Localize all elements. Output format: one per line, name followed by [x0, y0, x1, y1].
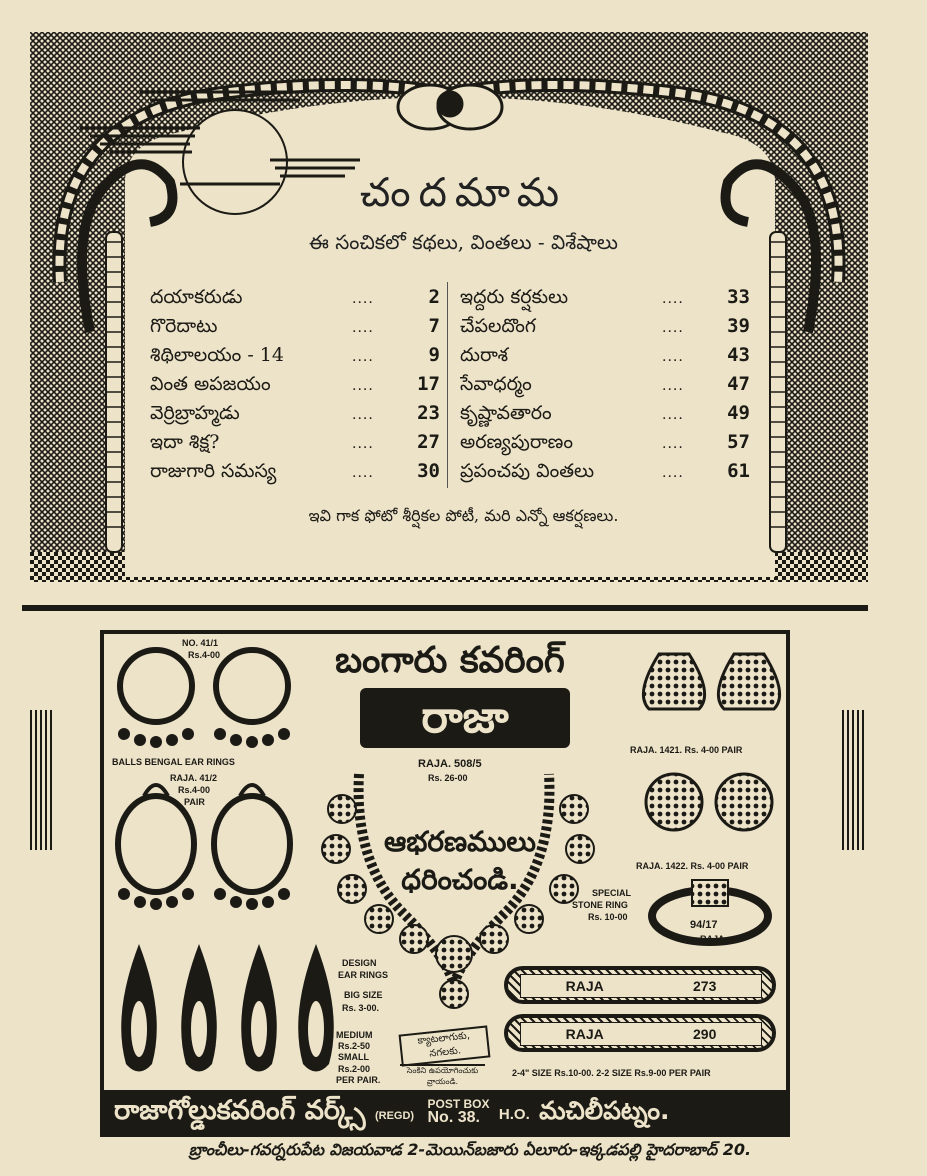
toc-page-number: 49 — [727, 402, 750, 424]
label-design-4: Rs. 3-00. — [342, 1003, 380, 1013]
toc-story-name: సేవాధర్మం — [460, 373, 532, 395]
label-design-1: DESIGN — [342, 958, 377, 968]
label-raja41-2-price: Rs.4-00 — [178, 785, 211, 795]
toc-story-name: ఇదా శిక్ష? — [150, 431, 220, 453]
toc-page-number: 61 — [727, 460, 750, 482]
toc-entry[interactable] — [460, 373, 750, 402]
label-small-price: Rs.2-00 — [338, 1064, 371, 1074]
toc-entry[interactable] — [460, 402, 750, 431]
label-no41-price: Rs.4-00 — [188, 650, 221, 660]
toc-leader-dots: .... — [352, 465, 374, 481]
ad-slogan — [340, 823, 580, 899]
label-raja508: RAJA. 508/5 — [418, 758, 482, 770]
toc-story-name: ప్రపంచపు వింతలు — [460, 460, 595, 482]
toc-entry[interactable] — [150, 344, 440, 373]
ad-slogan-line2: ధరించండి. — [401, 863, 519, 896]
toc-leader-dots: .... — [662, 436, 684, 452]
toc-story-name: ఇద్దరు కర్షకులు — [460, 286, 569, 308]
toc-entry[interactable] — [150, 286, 440, 315]
toc-story-name: కృష్ణావతారం — [460, 402, 552, 424]
company-name: రాజాగోల్డుకవరింగ్ వర్క్స్ — [114, 1095, 366, 1126]
toc-entry[interactable] — [150, 373, 440, 402]
label-raja1421: RAJA. 1421. Rs. 4-00 PAIR — [630, 745, 743, 755]
toc-page-number: 23 — [417, 402, 440, 424]
bangle-290-name: RAJA — [565, 1026, 604, 1042]
contents-left-column — [150, 286, 440, 489]
toc-leader-dots: .... — [662, 378, 684, 394]
toc-page-number: 47 — [727, 373, 750, 395]
toc-entry[interactable] — [150, 431, 440, 460]
ad-footer-banner-text — [114, 1091, 670, 1136]
toc-entry[interactable] — [150, 402, 440, 431]
toc-story-name: వింత అపజయం — [150, 373, 271, 395]
label-special-ring-2: STONE RING — [572, 900, 628, 910]
label-medium: MEDIUM — [336, 1030, 373, 1040]
toc-entry[interactable] — [460, 460, 750, 489]
toc-entry[interactable] — [460, 431, 750, 460]
label-small: SMALL — [338, 1052, 369, 1062]
toc-story-name: గొరెదాటు — [150, 315, 218, 337]
toc-page-number: 27 — [417, 431, 440, 453]
magazine-title: చందమామ — [359, 170, 568, 216]
bangle-273-name: RAJA — [565, 978, 604, 994]
toc-page-number: 43 — [727, 344, 750, 366]
toc-story-name: చేపలదొంగ — [460, 315, 536, 337]
post-box-number: No. 38. — [427, 1109, 480, 1126]
ad-slogan-line1: ఆభరణములు — [384, 825, 536, 858]
regd-mark: (REGD) — [374, 1110, 415, 1122]
catalogue-note-line3: సెంకిని ఉపయోగించుకు వ్రాయండి. — [400, 1064, 485, 1088]
toc-story-name: రాజుగారి సమస్య — [150, 460, 277, 482]
toc-leader-dots: .... — [662, 407, 684, 423]
label-special-ring-price: Rs. 10-00 — [588, 912, 628, 922]
toc-leader-dots: .... — [352, 436, 374, 452]
toc-leader-dots: .... — [662, 291, 684, 307]
toc-leader-dots: .... — [662, 465, 684, 481]
toc-entry[interactable] — [460, 315, 750, 344]
head-office-label: H.O. — [498, 1106, 530, 1123]
toc-entry[interactable] — [150, 315, 440, 344]
toc-page-number: 2 — [428, 286, 440, 308]
toc-leader-dots: .... — [352, 349, 374, 365]
toc-entry[interactable] — [150, 460, 440, 489]
label-design-2: EAR RINGS — [338, 970, 389, 980]
post-box — [427, 1098, 489, 1125]
toc-page-number: 57 — [727, 431, 750, 453]
left-decorative-stripes — [30, 710, 52, 850]
label-ring-number: 94/17 — [690, 919, 718, 931]
ad-brand-logo: రాజా — [360, 688, 570, 748]
catalogue-note-line2: నగలకు. — [428, 1045, 462, 1060]
label-per-pair: PER PAIR. — [336, 1075, 381, 1085]
toc-entry[interactable] — [460, 344, 750, 373]
label-bangle-sizes: 2-4" SIZE Rs.10-00. 2-2 SIZE Rs.9-00 PER PAIR — [512, 1068, 711, 1078]
contents-subtitle: ఈ సంచికలో కథలు, వింతలు - విశేషాలు — [309, 230, 618, 254]
label-no41: NO. 41/1 — [182, 638, 219, 648]
catalogue-note-line1: క్యాటలాగుకు, — [416, 1030, 471, 1047]
toc-leader-dots: .... — [352, 407, 374, 423]
toc-page-number: 39 — [727, 315, 750, 337]
toc-story-name: వెర్రిబ్రాహ్మడు — [150, 402, 240, 424]
bangle-273-label — [520, 974, 762, 998]
label-design-3: BIG SIZE — [344, 990, 383, 1000]
contents-right-column — [460, 286, 750, 489]
head-office-city: మచిలీపట్నం. — [539, 1096, 670, 1125]
toc-story-name: దురాశ — [460, 344, 509, 366]
toc-leader-dots: .... — [662, 320, 684, 336]
label-raja41-2-unit: PAIR — [184, 797, 205, 807]
label-special-ring-1: SPECIAL — [592, 888, 632, 898]
bow-ornament — [398, 85, 502, 129]
toc-leader-dots: .... — [352, 378, 374, 394]
section-divider-rule — [22, 605, 868, 611]
bangle-273-number: 273 — [693, 978, 717, 994]
label-raja508-price: Rs. 26-00 — [428, 773, 468, 783]
toc-leader-dots: .... — [662, 349, 684, 365]
toc-page-number: 9 — [428, 344, 440, 366]
ad-headline: బంగారు కవరింగ్ — [335, 640, 565, 681]
label-raja1422: RAJA. 1422. Rs. 4-00 PAIR — [636, 861, 749, 871]
contents-footer-note: ఇవి గాక ఫోటో శీర్షికల పోటీ, మరి ఎన్నో ఆకర్షణలు. — [308, 506, 619, 525]
branch-addresses: బ్రాంచీలు-గవర్నరుపేట విజయవాడ 2-మెయిన్‌బజారు ఏలూరు-ఇక్కడపల్లి హైదరాబాద్ 20. — [188, 1140, 752, 1159]
toc-leader-dots: .... — [352, 291, 374, 307]
toc-story-name: శిథిలాలయం - 14 — [150, 344, 284, 366]
toc-leader-dots: .... — [352, 320, 374, 336]
toc-page-number: 7 — [428, 315, 440, 337]
bangle-290-number: 290 — [693, 1026, 717, 1042]
label-balls-bengal: BALLS BENGAL EAR RINGS — [112, 757, 235, 767]
label-ring-brand: RAJA — [700, 934, 725, 944]
label-medium-price: Rs.2-50 — [338, 1041, 371, 1051]
toc-page-number: 33 — [727, 286, 750, 308]
toc-story-name: అరణ్యపురాణం — [460, 431, 573, 453]
toc-entry[interactable] — [460, 286, 750, 315]
toc-story-name: దయాకరుడు — [150, 286, 243, 308]
right-decorative-stripes — [842, 710, 864, 850]
toc-page-number: 30 — [417, 460, 440, 482]
bangle-290-label — [520, 1022, 762, 1046]
post-box-label: POST BOX — [427, 1097, 490, 1111]
toc-page-number: 17 — [417, 373, 440, 395]
contents-column-divider — [447, 282, 448, 488]
label-raja41-2: RAJA. 41/2 — [170, 773, 218, 783]
